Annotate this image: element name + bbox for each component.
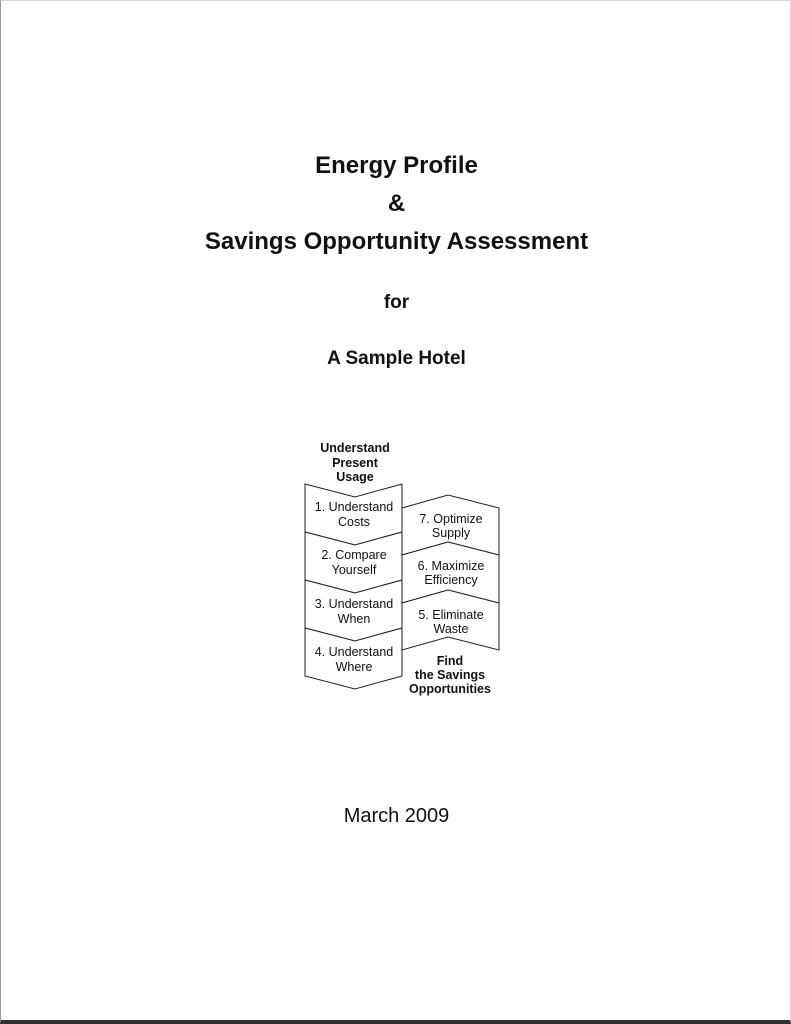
step-1-label-line-1: 1. Understand bbox=[314, 500, 394, 514]
subject-name: A Sample Hotel bbox=[327, 348, 466, 369]
step-6-label-line-1: 6. Maximize bbox=[417, 559, 485, 573]
process-diagram-svg bbox=[296, 437, 511, 702]
right-heading-line-3: Opportunities bbox=[409, 682, 491, 696]
left-heading-line-1: Understand bbox=[320, 441, 390, 455]
step-3-label-line-1: 3. Understand bbox=[314, 597, 394, 611]
right-heading-line-1: Find bbox=[436, 654, 464, 668]
step-5-label-line-1: 5. Eliminate bbox=[418, 608, 484, 622]
title-line-1: Energy Profile bbox=[315, 152, 478, 179]
step-6-label-line-2: Efficiency bbox=[424, 573, 478, 587]
step-5-label-line-2: Waste bbox=[433, 622, 469, 636]
left-heading-line-3: Usage bbox=[336, 470, 374, 484]
step-3-label-line-2: When bbox=[337, 612, 371, 626]
title-ampersand: & bbox=[387, 190, 406, 217]
step-1-label-line-2: Costs bbox=[338, 515, 370, 529]
step-4-label-line-2: Where bbox=[335, 660, 373, 674]
right-heading-line-2: the Savings bbox=[414, 668, 486, 682]
step-4-label-line-1: 4. Understand bbox=[314, 645, 394, 659]
title-line-3: Savings Opportunity Assessment bbox=[204, 228, 589, 255]
savings-process-diagram bbox=[296, 437, 511, 702]
step-7-label-line-2: Supply bbox=[431, 526, 471, 540]
step-7-label-line-1: 7. Optimize bbox=[419, 512, 483, 526]
for-label: for bbox=[383, 292, 410, 313]
left-heading-line-2: Present bbox=[332, 456, 378, 470]
step-2-label-line-2: Yourself bbox=[331, 563, 377, 577]
step-2-label-line-1: 2. Compare bbox=[321, 548, 387, 562]
document-date: March 2009 bbox=[343, 805, 450, 827]
